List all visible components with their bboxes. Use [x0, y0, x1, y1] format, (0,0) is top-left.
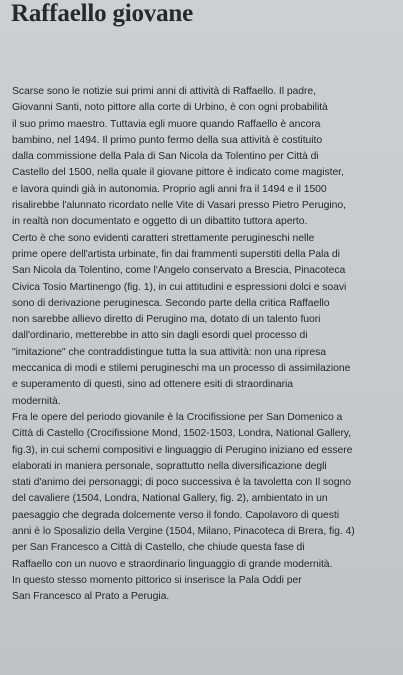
text-line: Certo è che sono evidenti caratteri strettamente perugineschi nelle: [12, 232, 315, 244]
text-line: bambino, nel 1494. Il primo punto fermo della sua attività è costituito: [12, 134, 323, 146]
text-line: In questo stesso momento pittorico si inserisce la Pala Oddi per: [12, 574, 302, 586]
text-line: dall'ordinario, metterebbe in atto sin dagli esordi quel processo di: [12, 330, 308, 342]
text-line: paesaggio che degrada dolcemente verso il fondo. Capolavoro di questi: [12, 509, 339, 521]
text-line: San Nicola da Tolentino, come l'Angelo conservato a Brescia, Pinacoteca: [12, 265, 346, 277]
text-line: meccanica di modi e stilemi perugineschi ma un processo di assimilazione: [12, 363, 351, 375]
text-line: risalirebbe l'alunnato ricordato nelle Vite di Vasari presso Pietro Perugino,: [12, 200, 346, 212]
text-line: e lavora quindi già in autonomia. Proprio agli anni fra il 1494 e il 1500: [12, 183, 327, 195]
text-line: dalla commissione della Pala di San Nicola da Tolentino per Città di: [12, 151, 319, 163]
text-line: Castello del 1500, nella quale il giovane pittore è indicato come magister,: [12, 167, 344, 179]
text-line: Raffaello con un nuovo e straordinario linguaggio di grande modernità.: [12, 558, 333, 570]
text-line: Fra le opere del periodo giovanile è la Crocifissione per San Domenico a: [12, 411, 343, 423]
text-line: "imitazione" che contraddistingue tutta la sua attività: non una ripresa: [12, 346, 326, 358]
text-line: non sarebbe allievo diretto di Perugino ma, dotato di un talento fuori: [12, 314, 321, 326]
text-line: Civica Tosio Martinengo (fig. 1), in cui attitudini e espressioni dolci e soavi: [12, 281, 347, 293]
text-line: Giovanni Santi, noto pittore alla corte di Urbino, è con ogni probabilità: [12, 102, 328, 114]
text-line: in realtà non documentato e oggetto di un dibattito tuttora aperto.: [12, 216, 308, 228]
body-text: [12, 84, 398, 606]
text-line: il suo primo maestro. Tuttavia egli muore quando Raffaello è ancora: [12, 118, 321, 130]
text-line: fig.3), in cui schemi compositivi e linguaggio di Perugino iniziano ed essere: [12, 444, 353, 456]
text-line: sono di derivazione peruginesca. Secondo parte della critica Raffaello: [12, 297, 330, 309]
text-line: stati d'animo dei personaggi; di poco successiva è la tavoletta con Il sogno: [12, 477, 351, 489]
text-line: per San Francesco a Città di Castello, che chiude questa fase di: [12, 542, 305, 554]
text-line: anni è lo Sposalizio della Vergine (1504, Milano, Pinacoteca di Brera, fig. 4): [12, 526, 355, 538]
text-line: Città di Castello (Crocifissione Mond, 1502-1503, Londra, National Gallery,: [12, 428, 352, 440]
text-line: San Francesco al Prato a Perugia.: [12, 591, 170, 603]
text-line: prime opere dell'artista urbinate, fin dai frammenti superstiti della Pala di: [12, 248, 340, 260]
text-line: e superamento di questi, sino ad ottenere esiti di straordinaria: [12, 379, 293, 391]
page-title: Raffaello giovane: [11, 0, 193, 27]
text-line: Scarse sono le notizie sui primi anni di attività di Raffaello. Il padre,: [12, 86, 316, 97]
text-line: del cavaliere (1504, Londra, National Gallery, fig. 2), ambientato in un: [12, 493, 328, 505]
text-line: modernità.: [12, 395, 61, 407]
text-line: elaborati in maniera personale, soprattutto nella diversificazione degli: [12, 460, 327, 472]
